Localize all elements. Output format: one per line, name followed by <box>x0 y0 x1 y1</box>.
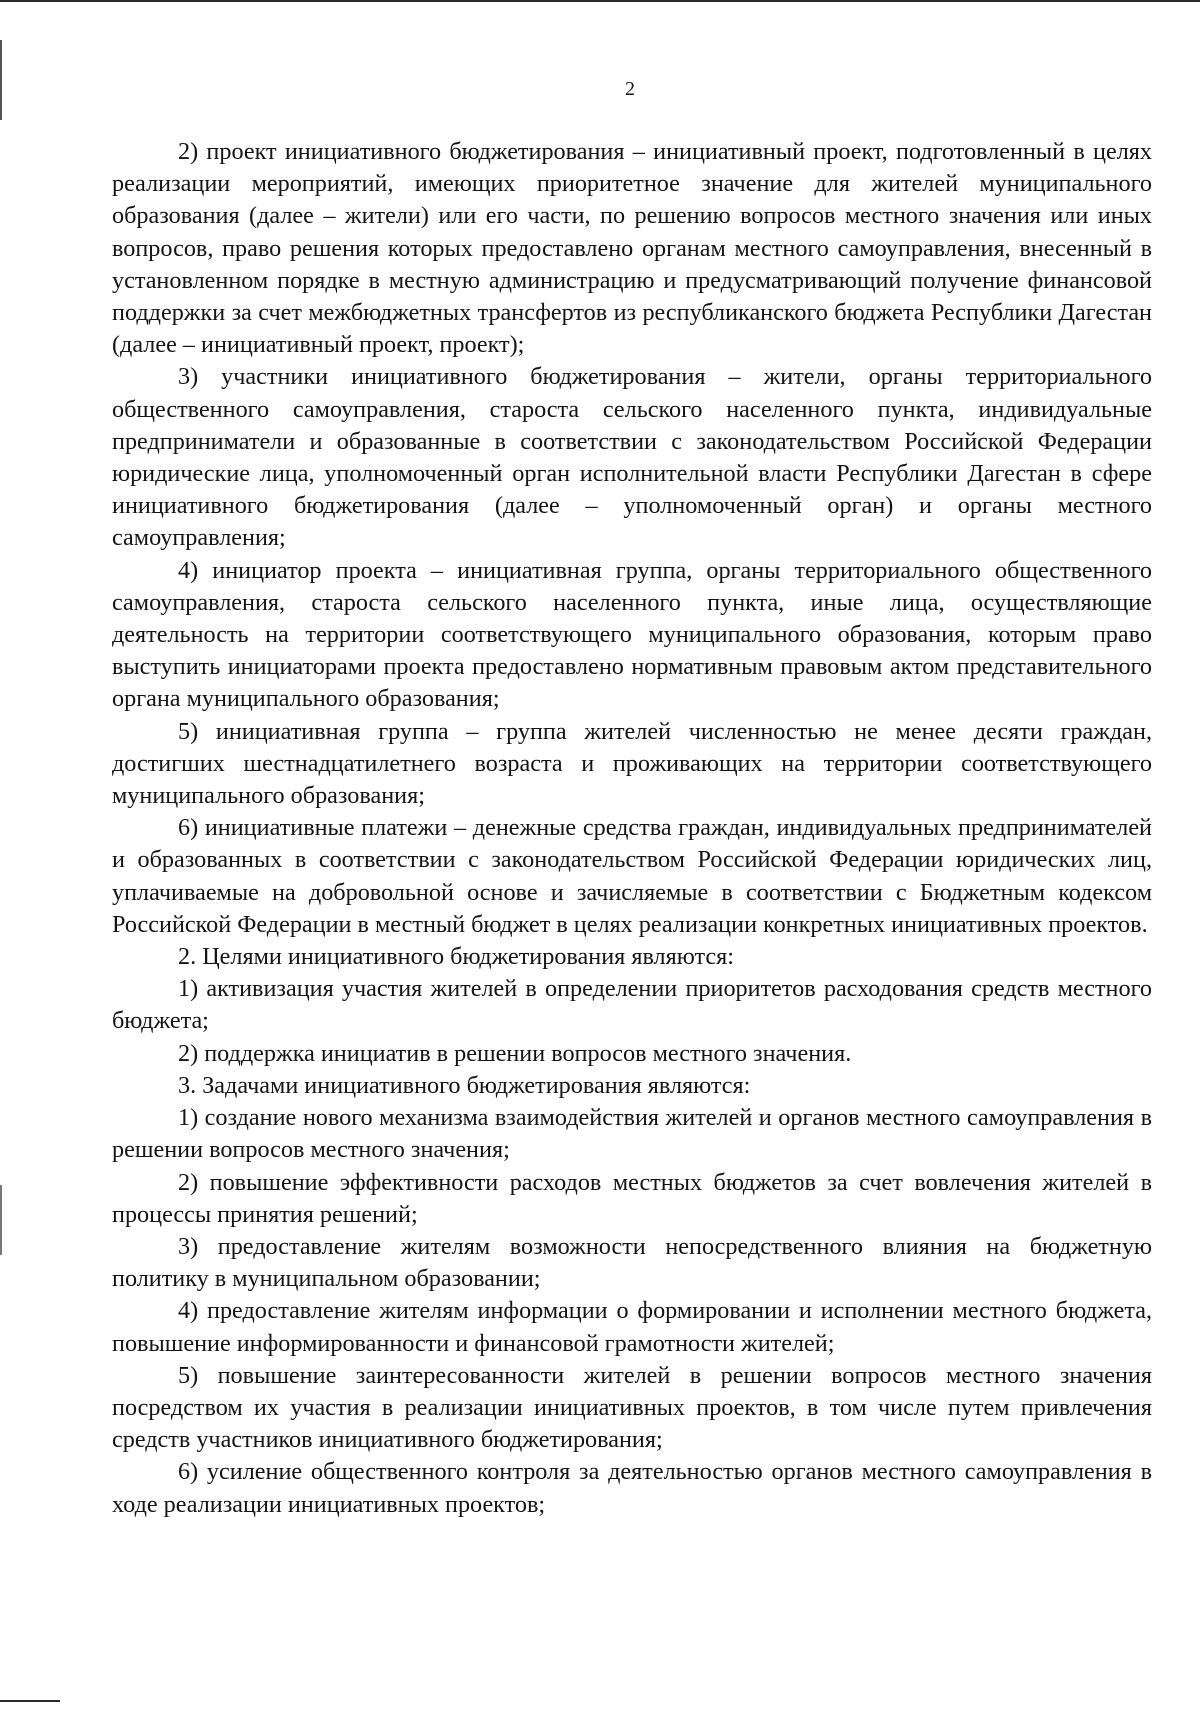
paragraph: 2) повышение эффективности расходов местных бюджетов за счет вовлечения жителей в процессы принятия решений; <box>112 1168 1152 1228</box>
section-heading: 2. Целями инициативного бюджетирования являются: <box>178 943 734 971</box>
document-body <box>112 136 1152 1521</box>
scan-mark <box>0 1185 2 1255</box>
paragraph: 1) создание нового механизма взаимодействия жителей и органов местного самоуправления в решении вопросов местного значения; <box>112 1104 1152 1164</box>
paragraph: 3) участники инициативного бюджетирования – жители, органы территориального общественного самоуправления, староста сельского населенного пункта, индивидуальные предприниматели и образованные в соответствии с законодательством Российской Федерации юридические лица, уполномоченный орган исполнительной власти Республики Дагестан в сфере инициативного бюджетирования (далее – уполномоченный орган) и органы местного самоуправления; <box>112 363 1152 552</box>
paragraph: 4) инициатор проекта – инициативная группа, органы территориального общественного самоуправления, староста сельского населенного пункта, иные лица, осуществляющие деятельность на территории соответствующего муниципального образования, которым право выступить инициаторами проекта предоставлено нормативным правовым актом представительного органа муниципального образования; <box>112 556 1152 713</box>
scan-edge-top <box>0 0 1200 2</box>
paragraph: 4) предоставление жителям информации о формировании и исполнении местного бюджета, повышение информированности и финансовой грамотности жителей; <box>112 1297 1152 1357</box>
paragraph: 5) повышение заинтересованности жителей в решении вопросов местного значения посредством их участия в реализации инициативных проектов, в том числе путем привлечения средств участников инициативного бюджетирования; <box>112 1361 1152 1454</box>
paragraph: 3) предоставление жителям возможности непосредственного влияния на бюджетную политику в муниципальном образовании; <box>112 1232 1152 1293</box>
paragraph: 6) усиление общественного контроля за деятельностью органов местного самоуправления в ходе реализации инициативных проектов; <box>112 1458 1152 1518</box>
paragraph: 6) инициативные платежи – денежные средства граждан, индивидуальных предпринимателей и образованных в соответствии с законодательством Российской Федерации юридических лиц, уплачиваемые на добровольной основе и зачисляемые в соответствии с Бюджетным кодексом Российской Федерации в местный бюджет в целях реализации конкретных инициативных проектов. <box>112 814 1152 938</box>
section-heading: 3. Задачами инициативного бюджетирования являются: <box>178 1071 751 1099</box>
scan-edge-bottom <box>0 1700 60 1702</box>
paragraph: 2) проект инициативного бюджетирования – инициативный проект, подготовленный в целях реализации мероприятий, имеющих приоритетное значение для жителей муниципального образования (далее – жители) или его части, по решению вопросов местного значения или иных вопросов, право решения которых предоставлено органам местного самоуправления, внесенный в установленном порядке в местную администрацию и предусматривающий получение финансовой поддержки за счет межбюджетных трансфертов из республиканского бюджета Республики Дагестан (далее – инициативный проект, проект); <box>112 138 1152 359</box>
paragraph: 5) инициативная группа – группа жителей численностью не менее десяти граждан, достигших шестнадцатилетнего возраста и проживающих на территории соответствующего муниципального образования; <box>112 717 1152 810</box>
page-number: 2 <box>625 78 635 100</box>
paragraph: 2) поддержка инициатив в решении вопросов местного значения. <box>178 1039 852 1067</box>
paragraph: 1) активизация участия жителей в определении приоритетов расходования средств местного бюджета; <box>112 975 1152 1035</box>
